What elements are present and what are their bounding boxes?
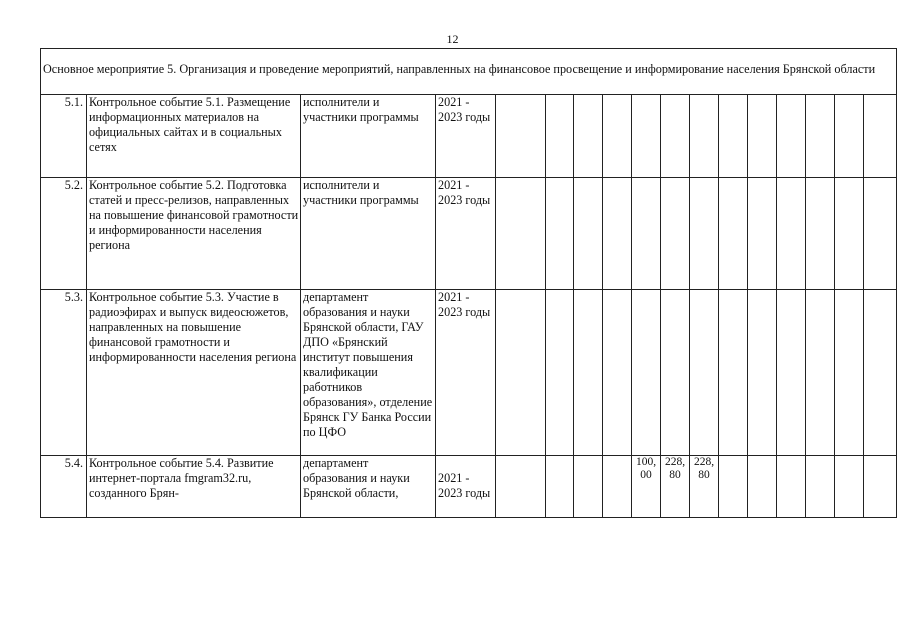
value-cell [690,290,719,456]
executor-cell: исполнители и участники программы [301,178,436,290]
value-cell [496,290,546,456]
value-cell [603,290,632,456]
table-row [41,456,897,518]
value-cell [835,95,864,178]
value-cell [748,95,777,178]
value-cell [719,178,748,290]
value-cell: 228, 80 [661,456,690,518]
value-cell [632,95,661,178]
value-cell [864,178,897,290]
period-cell: 2021 - 2023 годы [436,95,496,178]
value-cell [777,95,806,178]
value-cell [661,95,690,178]
value-cell: 228, 80 [690,456,719,518]
table-row [41,178,897,290]
value-cell [603,95,632,178]
value-cell [690,178,719,290]
value-cell [574,178,603,290]
value-cell [719,95,748,178]
value-cell [574,290,603,456]
value-cell [777,456,806,518]
value-cell [777,290,806,456]
row-number: 5.3. [41,290,87,456]
value-cell [574,456,603,518]
row-number: 5.2. [41,178,87,290]
value-cell [603,178,632,290]
executor-cell: департамент образования и науки Брянской области, ГАУ ДПО «Брянский институт повышения квалификации работников образования», отделение Брянск ГУ Банка России по ЦФО [301,290,436,456]
period-cell: 2021 - 2023 годы [436,290,496,456]
value-cell [748,456,777,518]
value-cell [806,178,835,290]
table-row [41,95,897,178]
value-cell [546,456,574,518]
value-cell [632,178,661,290]
value-cell [806,95,835,178]
value-cell [835,456,864,518]
value-cell [603,456,632,518]
value-cell [864,290,897,456]
value-cell [496,95,546,178]
value-cell [748,178,777,290]
event-cell: Контрольное событие 5.3. Участие в радиоэфирах и выпуск видеосюжетов, направленных на повышение финансовой грамотности и информированности населения региона [87,290,301,456]
value-cell [546,95,574,178]
section-heading: Основное мероприятие 5. Организация и проведение мероприятий, направленных на финансовое просвещение и информирование населения Брянской области [41,49,897,95]
event-cell: Контрольное событие 5.1. Размещение информационных материалов на официальных сайтах и в социальных сетях [87,95,301,178]
value-cell [748,290,777,456]
event-cell: Контрольное событие 5.4. Развитие интернет-портала fmgram32.ru, созданного Брян- [87,456,301,518]
value-cell [777,178,806,290]
value-cell [496,456,546,518]
row-number: 5.4. [41,456,87,518]
value-cell [835,178,864,290]
event-cell: Контрольное событие 5.2. Подготовка статей и пресс-релизов, направленных на повышение финансовой грамотности и информированности населения региона [87,178,301,290]
value-cell [574,95,603,178]
value-cell [632,290,661,456]
value-cell [719,290,748,456]
value-cell [496,178,546,290]
executor-cell: исполнители и участники программы [301,95,436,178]
value-cell [719,456,748,518]
value-cell [661,290,690,456]
value-cell [835,290,864,456]
value-cell: 100, 00 [632,456,661,518]
executor-cell: департамент образования и науки Брянской области, [301,456,436,518]
table-row [41,290,897,456]
period-cell: 2021 - 2023 годы [436,178,496,290]
value-cell [546,290,574,456]
page-number: 12 [446,32,459,46]
value-cell [864,95,897,178]
value-cell [661,178,690,290]
value-cell [690,95,719,178]
value-cell [806,456,835,518]
value-cell [864,456,897,518]
program-table [40,48,897,518]
row-number: 5.1. [41,95,87,178]
value-cell [546,178,574,290]
value-cell [806,290,835,456]
period-cell: 2021 - 2023 годы [436,456,496,518]
